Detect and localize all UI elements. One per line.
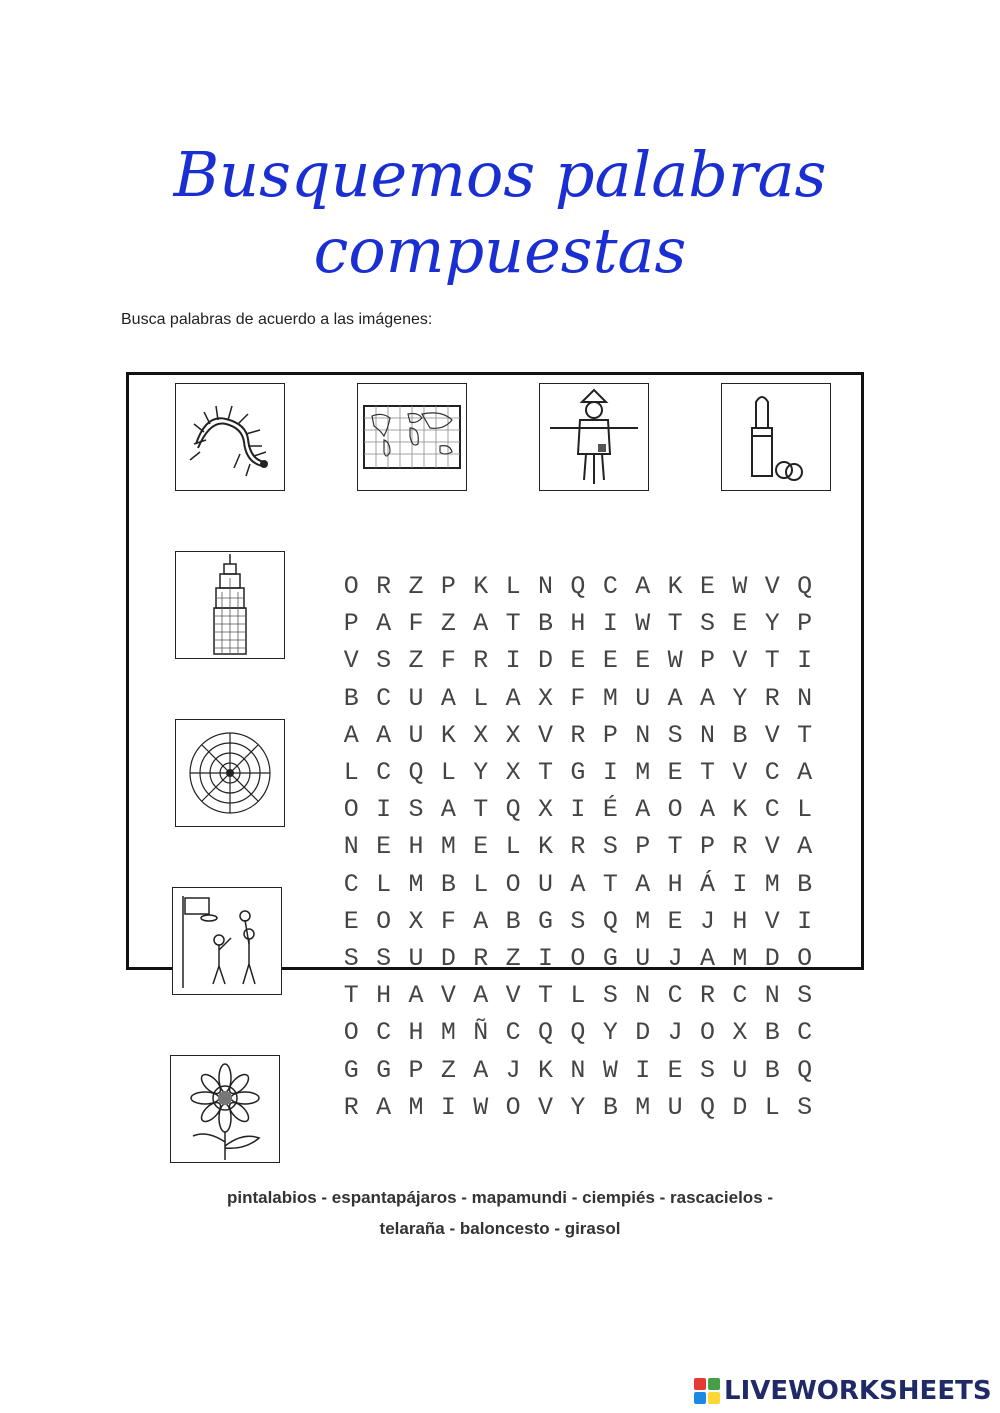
- grid-letter: Q: [797, 572, 813, 602]
- grid-letter: X: [505, 720, 521, 750]
- world-map-icon: [358, 384, 466, 490]
- grid-letter: F: [440, 646, 456, 676]
- centipede-icon: [176, 384, 284, 490]
- grid-letter: M: [732, 943, 748, 973]
- grid-letter: D: [635, 1018, 651, 1048]
- grid-letter: I: [797, 906, 813, 936]
- grid-letter: S: [699, 609, 715, 639]
- grid-letter: J: [699, 906, 715, 936]
- grid-letter: Q: [408, 758, 424, 788]
- grid-letter: I: [538, 943, 554, 973]
- grid-letter: J: [667, 1018, 683, 1048]
- grid-letter: Z: [408, 646, 424, 676]
- grid-letter: X: [538, 683, 554, 713]
- grid-letter: Q: [538, 1018, 554, 1048]
- grid-letter: U: [408, 683, 424, 713]
- grid-letter: C: [376, 1018, 392, 1048]
- grid-letter: S: [376, 646, 392, 676]
- grid-letter: C: [764, 758, 780, 788]
- grid-letter: A: [797, 832, 813, 862]
- grid-letter: V: [764, 906, 780, 936]
- grid-letter: R: [699, 981, 715, 1011]
- grid-letter: K: [667, 572, 683, 602]
- grid-letter: U: [408, 943, 424, 973]
- grid-letter: O: [667, 795, 683, 825]
- grid-letter: B: [797, 869, 813, 899]
- grid-letter: A: [473, 906, 489, 936]
- grid-letter: G: [570, 758, 586, 788]
- grid-letter: H: [408, 1018, 424, 1048]
- lipstick-picture: [721, 383, 831, 491]
- grid-letter: I: [635, 1055, 651, 1085]
- grid-letter: L: [505, 572, 521, 602]
- grid-letter: M: [635, 906, 651, 936]
- grid-letter: Y: [602, 1018, 618, 1048]
- logo-square-blue: [694, 1392, 706, 1404]
- grid-letter: S: [699, 1055, 715, 1085]
- grid-letter: E: [667, 758, 683, 788]
- grid-letter: A: [408, 981, 424, 1011]
- grid-letter: F: [570, 683, 586, 713]
- grid-letter: U: [408, 720, 424, 750]
- grid-letter: B: [440, 869, 456, 899]
- grid-letter: P: [408, 1055, 424, 1085]
- grid-letter: J: [505, 1055, 521, 1085]
- grid-letter: Q: [570, 572, 586, 602]
- word-bank-line1: pintalabios - espantapájaros - mapamundi - ciempiés - rascacielos -: [226, 1188, 774, 1207]
- grid-letter: T: [538, 981, 554, 1011]
- grid-letter: A: [699, 683, 715, 713]
- grid-letter: F: [440, 906, 456, 936]
- spiderweb-picture: [175, 719, 285, 827]
- letter-grid: [335, 568, 821, 1126]
- grid-letter: Y: [732, 683, 748, 713]
- instruction-text: Busca palabras de acuerdo a las imágenes:: [121, 311, 433, 328]
- grid-letter: L: [440, 758, 456, 788]
- grid-letter: T: [764, 646, 780, 676]
- grid-letter: H: [732, 906, 748, 936]
- grid-letter: Q: [570, 1018, 586, 1048]
- grid-letter: A: [699, 795, 715, 825]
- sunflower-icon: [171, 1056, 279, 1162]
- grid-letter: R: [473, 943, 489, 973]
- grid-letter: E: [667, 1055, 683, 1085]
- skyscraper-icon: [176, 552, 284, 658]
- grid-letter: C: [764, 795, 780, 825]
- grid-letter: S: [376, 943, 392, 973]
- sunflower-picture: [170, 1055, 280, 1163]
- grid-letter: C: [376, 758, 392, 788]
- grid-letter: M: [440, 1018, 456, 1048]
- grid-letter: B: [732, 720, 748, 750]
- grid-letter: Á: [699, 869, 715, 899]
- grid-letter: O: [699, 1018, 715, 1048]
- grid-letter: P: [699, 832, 715, 862]
- grid-letter: L: [343, 758, 359, 788]
- grid-letter: O: [505, 869, 521, 899]
- grid-letter: T: [602, 869, 618, 899]
- grid-letter: H: [570, 609, 586, 639]
- grid-letter: M: [408, 869, 424, 899]
- grid-letter: E: [343, 906, 359, 936]
- grid-letter: E: [570, 646, 586, 676]
- grid-letter: V: [440, 981, 456, 1011]
- grid-letter: T: [667, 832, 683, 862]
- grid-letter: I: [440, 1092, 456, 1122]
- grid-letter: M: [440, 832, 456, 862]
- grid-letter: S: [570, 906, 586, 936]
- grid-letter: V: [732, 646, 748, 676]
- grid-letter: O: [343, 572, 359, 602]
- grid-letter: N: [797, 683, 813, 713]
- grid-letter: B: [538, 609, 554, 639]
- grid-letter: P: [797, 609, 813, 639]
- grid-letter: A: [635, 795, 651, 825]
- grid-letter: S: [343, 943, 359, 973]
- grid-letter: U: [635, 683, 651, 713]
- grid-letter: R: [764, 683, 780, 713]
- word-bank-line2: telaraña - baloncesto - girasol: [379, 1219, 621, 1238]
- grid-letter: K: [473, 572, 489, 602]
- grid-letter: I: [797, 646, 813, 676]
- grid-letter: W: [602, 1055, 618, 1085]
- grid-letter: O: [343, 795, 359, 825]
- grid-letter: W: [635, 609, 651, 639]
- grid-letter: V: [764, 720, 780, 750]
- grid-letter: H: [376, 981, 392, 1011]
- grid-letter: J: [667, 943, 683, 973]
- grid-letter: C: [797, 1018, 813, 1048]
- grid-letter: T: [473, 795, 489, 825]
- grid-letter: A: [376, 720, 392, 750]
- grid-letter: I: [570, 795, 586, 825]
- grid-letter: I: [505, 646, 521, 676]
- grid-letter: S: [667, 720, 683, 750]
- grid-letter: B: [764, 1055, 780, 1085]
- grid-letter: A: [376, 1092, 392, 1122]
- worksheet-title-line1: Busquemos palabras: [173, 138, 827, 211]
- logo-square-red: [694, 1378, 706, 1390]
- grid-letter: W: [667, 646, 683, 676]
- grid-letter: W: [732, 572, 748, 602]
- grid-letter: A: [635, 572, 651, 602]
- scarecrow-icon: [540, 384, 648, 490]
- grid-letter: L: [376, 869, 392, 899]
- grid-letter: B: [343, 683, 359, 713]
- grid-letter: E: [699, 572, 715, 602]
- grid-letter: M: [602, 683, 618, 713]
- grid-letter: A: [440, 795, 456, 825]
- grid-letter: P: [440, 572, 456, 602]
- grid-letter: U: [635, 943, 651, 973]
- grid-letter: T: [505, 609, 521, 639]
- grid-letter: A: [505, 683, 521, 713]
- grid-letter: R: [473, 646, 489, 676]
- grid-letter: P: [343, 609, 359, 639]
- grid-letter: X: [538, 795, 554, 825]
- basketball-icon: [173, 888, 281, 994]
- grid-letter: T: [797, 720, 813, 750]
- grid-letter: B: [764, 1018, 780, 1048]
- grid-letter: P: [699, 646, 715, 676]
- grid-letter: A: [570, 869, 586, 899]
- grid-letter: C: [602, 572, 618, 602]
- grid-letter: Y: [570, 1092, 586, 1122]
- grid-letter: M: [635, 1092, 651, 1122]
- grid-letter: I: [732, 869, 748, 899]
- grid-letter: M: [408, 1092, 424, 1122]
- grid-letter: D: [538, 646, 554, 676]
- grid-letter: A: [797, 758, 813, 788]
- grid-letter: Y: [764, 609, 780, 639]
- grid-letter: K: [538, 832, 554, 862]
- grid-letter: U: [732, 1055, 748, 1085]
- grid-letter: X: [732, 1018, 748, 1048]
- liveworksheets-logo: [694, 1376, 992, 1406]
- grid-letter: N: [538, 572, 554, 602]
- logo-square-yellow: [708, 1392, 720, 1404]
- grid-letter: Q: [505, 795, 521, 825]
- grid-letter: U: [538, 869, 554, 899]
- scarecrow-picture: [539, 383, 649, 491]
- grid-letter: F: [408, 609, 424, 639]
- grid-letter: G: [343, 1055, 359, 1085]
- grid-letter: D: [440, 943, 456, 973]
- grid-letter: A: [699, 943, 715, 973]
- grid-letter: Q: [797, 1055, 813, 1085]
- grid-letter: U: [667, 1092, 683, 1122]
- grid-letter: Z: [440, 1055, 456, 1085]
- grid-letter: A: [473, 1055, 489, 1085]
- grid-letter: I: [602, 758, 618, 788]
- grid-letter: H: [408, 832, 424, 862]
- grid-letter: A: [635, 869, 651, 899]
- grid-letter: T: [699, 758, 715, 788]
- world-map-picture: [357, 383, 467, 491]
- grid-letter: M: [635, 758, 651, 788]
- grid-letter: E: [602, 646, 618, 676]
- grid-letter: Z: [505, 943, 521, 973]
- grid-letter: T: [538, 758, 554, 788]
- worksheet-title-line2: compuestas: [313, 214, 687, 287]
- grid-letter: T: [343, 981, 359, 1011]
- grid-letter: H: [667, 869, 683, 899]
- grid-letter: Q: [699, 1092, 715, 1122]
- grid-letter: L: [473, 683, 489, 713]
- grid-letter: E: [473, 832, 489, 862]
- grid-letter: E: [376, 832, 392, 862]
- grid-letter: N: [764, 981, 780, 1011]
- grid-letter: P: [602, 720, 618, 750]
- grid-letter: X: [505, 758, 521, 788]
- grid-letter: A: [667, 683, 683, 713]
- grid-letter: B: [505, 906, 521, 936]
- logo-mark-icon: [694, 1378, 720, 1404]
- grid-letter: L: [505, 832, 521, 862]
- grid-letter: S: [797, 981, 813, 1011]
- grid-letter: G: [538, 906, 554, 936]
- grid-letter: C: [667, 981, 683, 1011]
- grid-letter: I: [376, 795, 392, 825]
- grid-letter: Q: [602, 906, 618, 936]
- grid-letter: A: [376, 609, 392, 639]
- grid-letter: E: [667, 906, 683, 936]
- grid-letter: G: [376, 1055, 392, 1085]
- grid-letter: K: [440, 720, 456, 750]
- logo-text: LIVEWORKSHEETS: [724, 1376, 992, 1406]
- logo-square-green: [708, 1378, 720, 1390]
- grid-letter: X: [408, 906, 424, 936]
- grid-letter: B: [602, 1092, 618, 1122]
- grid-letter: O: [570, 943, 586, 973]
- grid-letter: Z: [408, 572, 424, 602]
- grid-letter: N: [699, 720, 715, 750]
- grid-letter: C: [376, 683, 392, 713]
- grid-letter: N: [570, 1055, 586, 1085]
- grid-letter: A: [473, 609, 489, 639]
- grid-letter: N: [635, 720, 651, 750]
- lipstick-icon: [722, 384, 830, 490]
- grid-letter: O: [343, 1018, 359, 1048]
- grid-letter: G: [602, 943, 618, 973]
- grid-letter: S: [602, 981, 618, 1011]
- grid-letter: N: [343, 832, 359, 862]
- grid-letter: V: [538, 720, 554, 750]
- grid-letter: S: [797, 1092, 813, 1122]
- grid-letter: V: [764, 572, 780, 602]
- grid-letter: C: [732, 981, 748, 1011]
- grid-letter: V: [538, 1092, 554, 1122]
- grid-letter: P: [635, 832, 651, 862]
- basketball-picture: [172, 887, 282, 995]
- grid-letter: D: [764, 943, 780, 973]
- spiderweb-icon: [176, 720, 284, 826]
- grid-letter: S: [408, 795, 424, 825]
- grid-letter: A: [343, 720, 359, 750]
- grid-letter: R: [732, 832, 748, 862]
- centipede-picture: [175, 383, 285, 491]
- grid-letter: V: [732, 758, 748, 788]
- grid-letter: C: [343, 869, 359, 899]
- grid-letter: C: [505, 1018, 521, 1048]
- grid-letter: L: [797, 795, 813, 825]
- grid-letter: L: [764, 1092, 780, 1122]
- grid-letter: R: [570, 720, 586, 750]
- grid-letter: O: [505, 1092, 521, 1122]
- grid-letter: A: [440, 683, 456, 713]
- grid-letter: M: [764, 869, 780, 899]
- grid-letter: L: [473, 869, 489, 899]
- grid-letter: D: [732, 1092, 748, 1122]
- grid-letter: K: [538, 1055, 554, 1085]
- grid-letter: W: [473, 1092, 489, 1122]
- grid-letter: A: [473, 981, 489, 1011]
- grid-letter: R: [570, 832, 586, 862]
- grid-letter: Z: [440, 609, 456, 639]
- grid-letter: V: [505, 981, 521, 1011]
- grid-letter: V: [764, 832, 780, 862]
- grid-letter: I: [602, 609, 618, 639]
- grid-letter: E: [635, 646, 651, 676]
- grid-letter: R: [376, 572, 392, 602]
- skyscraper-picture: [175, 551, 285, 659]
- grid-letter: L: [570, 981, 586, 1011]
- grid-letter: O: [797, 943, 813, 973]
- grid-letter: S: [602, 832, 618, 862]
- grid-letter: O: [376, 906, 392, 936]
- grid-letter: X: [473, 720, 489, 750]
- grid-letter: R: [343, 1092, 359, 1122]
- grid-letter: E: [732, 609, 748, 639]
- grid-letter: Y: [473, 758, 489, 788]
- grid-letter: N: [635, 981, 651, 1011]
- grid-letter: É: [602, 795, 618, 825]
- grid-letter: K: [732, 795, 748, 825]
- grid-letter: V: [343, 646, 359, 676]
- grid-letter: Ñ: [473, 1018, 489, 1048]
- grid-letter: T: [667, 609, 683, 639]
